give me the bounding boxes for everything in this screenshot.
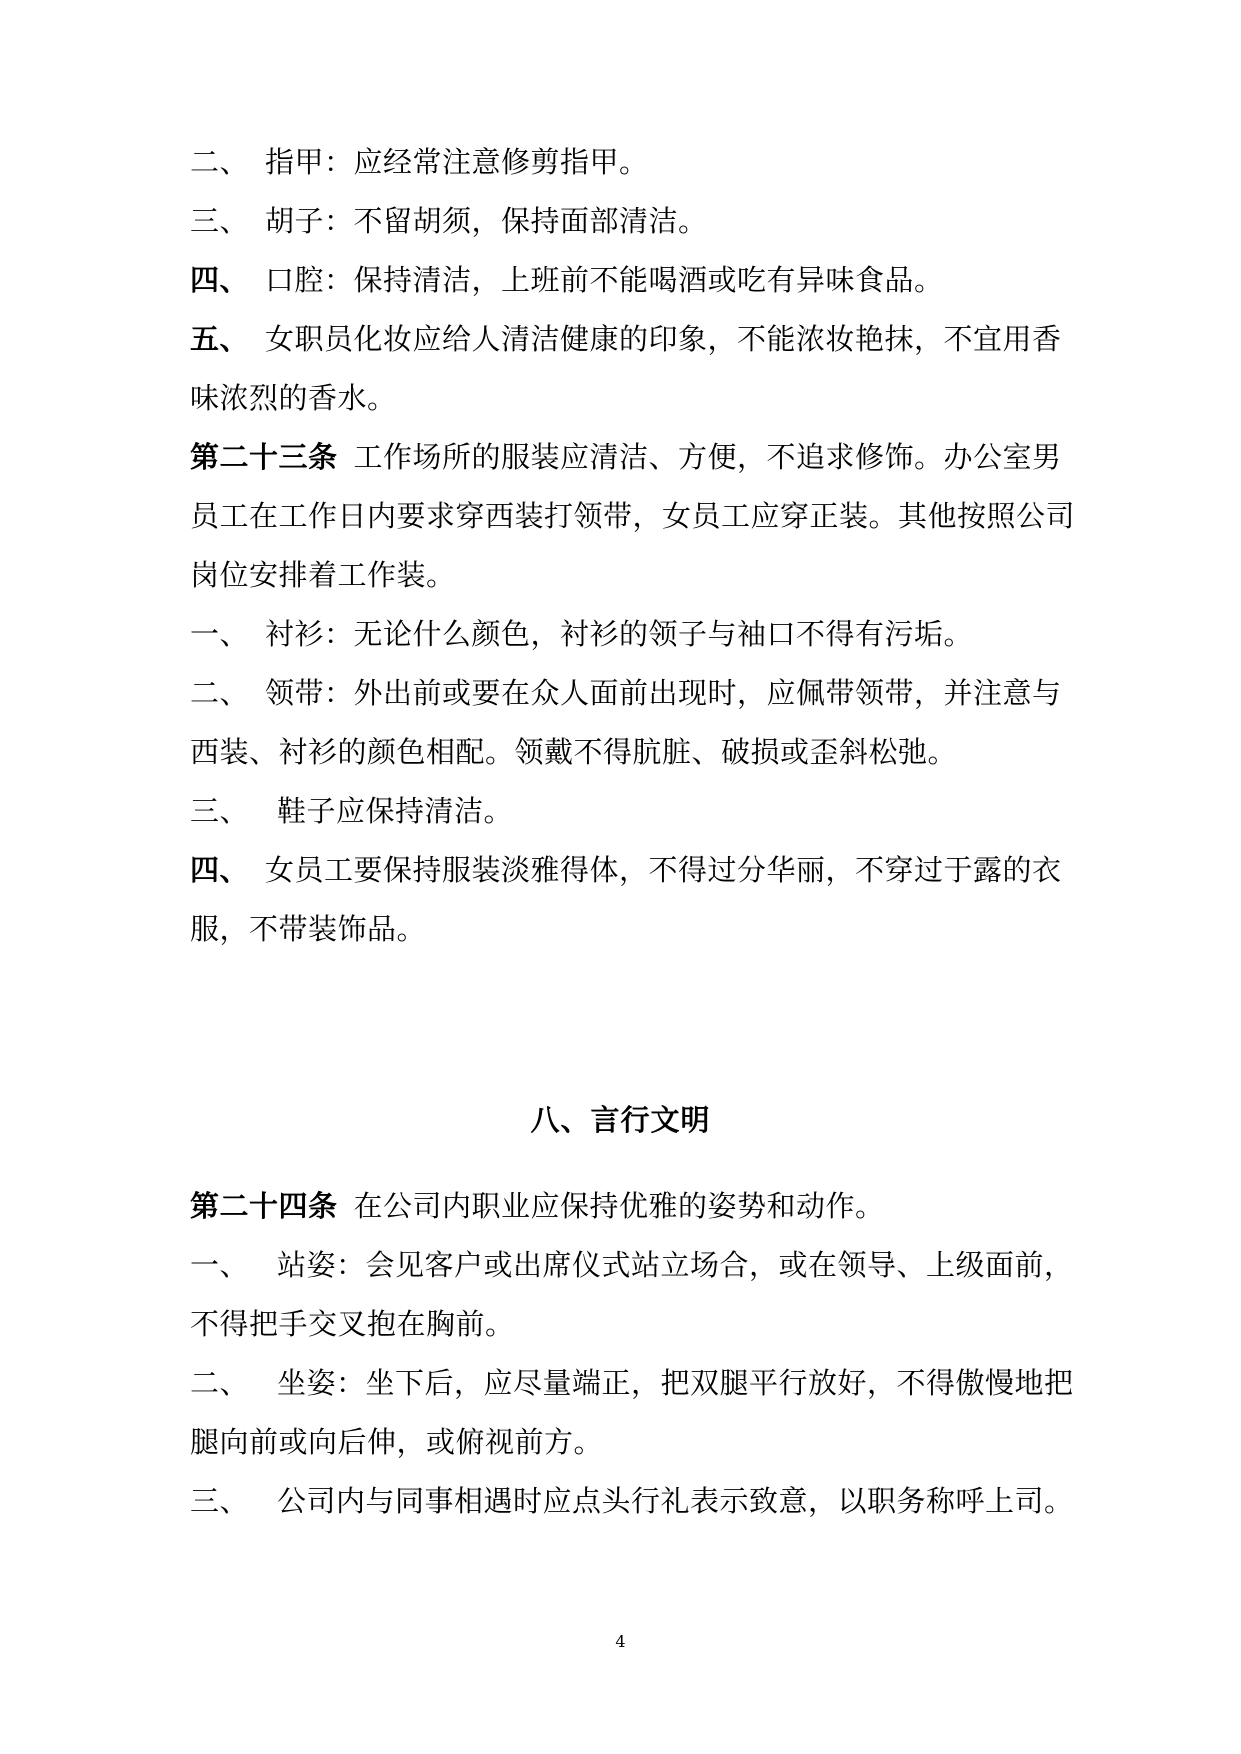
item-text: 腿向前或向后伸，或俯视前方。 (190, 1425, 604, 1459)
list-item (190, 673, 1060, 713)
item-text: 西装、衬衫的颜色相配。领戴不得肮脏、破损或歪斜松弛。 (190, 735, 958, 769)
item-text: 坐姿：坐下后，应尽量端正，把双腿平行放好，不得傲慢地把 (277, 1366, 1074, 1400)
list-item (190, 142, 1060, 182)
item-text: 女员工要保持服装淡雅得体，不得过分华丽，不穿过于露的衣 (265, 853, 1062, 887)
item-text: 领带：外出前或要在众人面前出现时，应佩带领带，并注意与 (265, 676, 1062, 710)
paragraph-continuation (190, 732, 1060, 772)
item-text: 员工在工作日内要求穿西装打领带，女员工应穿正装。其他按照公司 (190, 499, 1076, 533)
list-item (190, 319, 1060, 359)
paragraph-continuation (190, 496, 1076, 536)
item-text: 公司内与同事相遇时应点头行礼表示致意，以职务称呼上司。 (277, 1484, 1074, 1518)
paragraph-continuation (190, 1422, 1060, 1462)
paragraph-continuation (190, 909, 1060, 949)
item-marker: 五、 (190, 322, 250, 356)
article-text: 工作场所的服装应清洁、方便，不追求修饰。办公室男 (353, 440, 1062, 474)
item-marker: 三、 (190, 794, 250, 828)
list-item (190, 1363, 1074, 1403)
item-marker: 二、 (190, 1366, 250, 1400)
item-text: 服，不带装饰品。 (190, 912, 427, 946)
list-item (190, 1481, 1074, 1521)
list-item (190, 791, 1060, 831)
list-item (190, 850, 1060, 890)
item-text: 不得把手交叉抱在胸前。 (190, 1307, 515, 1341)
paragraph-continuation (190, 1304, 1060, 1344)
item-text: 口腔：保持清洁，上班前不能喝酒或吃有异味食品。 (265, 263, 944, 297)
item-marker: 一、 (190, 617, 250, 651)
list-item (190, 1245, 1074, 1285)
item-marker: 三、 (190, 1484, 250, 1518)
article-heading: 第二十三条 (190, 440, 338, 474)
item-text: 岗位安排着工作装。 (190, 558, 456, 592)
item-text: 鞋子应保持清洁。 (277, 794, 514, 828)
paragraph-continuation (190, 555, 1060, 595)
item-text: 站姿：会见客户或出席仪式站立场合，或在领导、上级面前， (277, 1248, 1074, 1282)
item-marker: 四、 (190, 263, 250, 297)
item-marker: 一、 (190, 1248, 250, 1282)
list-item (190, 614, 1060, 654)
item-text: 女职员化妆应给人清洁健康的印象，不能浓妆艳抹，不宜用香 (265, 322, 1062, 356)
paragraph-continuation (190, 378, 1060, 418)
article-paragraph (190, 1186, 1060, 1226)
article-paragraph (190, 437, 1060, 477)
article-heading: 第二十四条 (190, 1189, 338, 1223)
page-number: 4 (615, 1632, 626, 1651)
article-text: 在公司内职业应保持优雅的姿势和动作。 (353, 1189, 885, 1223)
list-item (190, 201, 1060, 241)
item-text: 胡子：不留胡须，保持面部清洁。 (265, 204, 708, 238)
item-text: 衬衫：无论什么颜色，衬衫的领子与袖口不得有污垢。 (265, 617, 974, 651)
item-text: 味浓烈的香水。 (190, 381, 397, 415)
list-item (190, 260, 1060, 300)
item-marker: 四、 (190, 853, 250, 887)
item-marker: 二、 (190, 145, 250, 179)
section-title: 八、言行文明 (530, 1103, 711, 1137)
item-marker: 三、 (190, 204, 250, 238)
item-marker: 二、 (190, 676, 250, 710)
item-text: 指甲：应经常注意修剪指甲。 (265, 145, 649, 179)
